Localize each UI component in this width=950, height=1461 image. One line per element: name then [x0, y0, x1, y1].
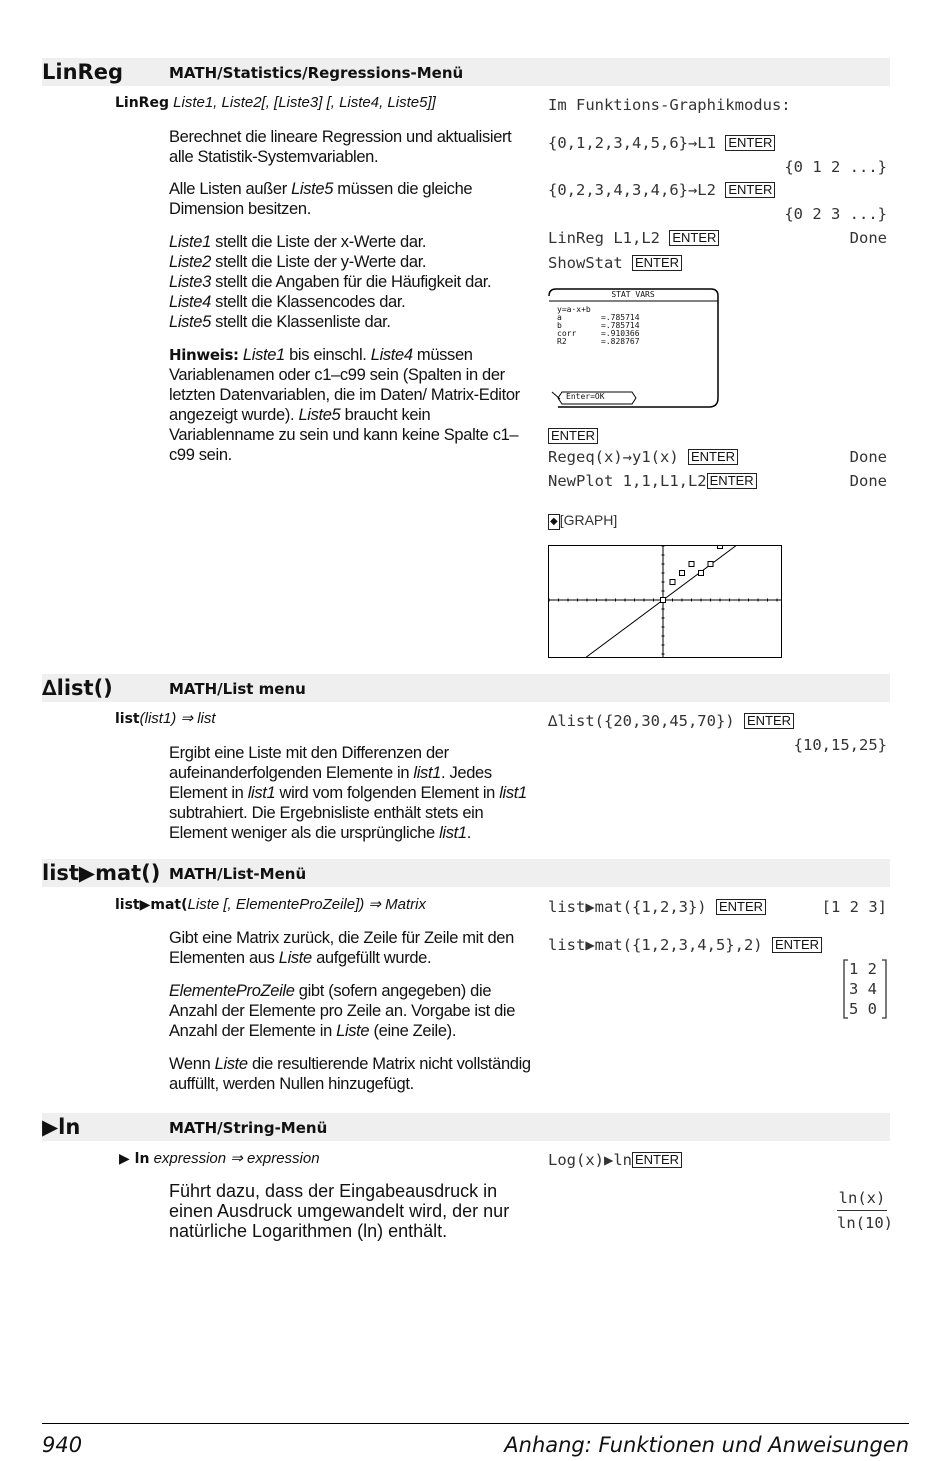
menu-path: MATH/String-Menü — [169, 1119, 328, 1137]
syntax-command: list — [115, 711, 140, 727]
section-header-ln — [42, 1113, 890, 1141]
example-line — [548, 512, 617, 530]
example-line: Regeq(x)→y1(x) ENTER — [548, 448, 738, 466]
function-name: ▶ln — [42, 1115, 81, 1139]
syntax-args: Liste [, ElementeProZeile]) ⇒ Matrix — [187, 896, 426, 913]
example-line: {0,2,3,4,3,4,6}→L2 ENTER — [548, 181, 775, 199]
stat-row: R2 =.828767 — [557, 337, 640, 346]
paragraph: Führt dazu, dass der Eingabeausdruck in einen Ausdruck umgewandelt wird, der nur natürliche Logarithmen (ln) enthält. — [169, 1181, 510, 1241]
syntax-line — [119, 1149, 320, 1169]
example-result: Done — [849, 448, 887, 466]
stat-row: b =.785714 — [557, 321, 640, 330]
data-point — [689, 562, 694, 567]
example-result: Done — [849, 472, 887, 490]
graph-screen — [548, 545, 782, 658]
menu-path: MATH/List-Menü — [169, 865, 307, 883]
example-line: ∆list({20,30,45,70}) ENTER — [548, 712, 794, 730]
footer-title: Anhang: Funktionen und Anweisungen — [504, 1433, 909, 1457]
paragraph: ElementeProZeile gibt (sofern angegeben) die Anzahl der Elemente pro Zeile an. Vorgabe ist die Anzahl der Elemente in Liste (eine Zeile). — [169, 982, 516, 1040]
section-header-linreg — [42, 58, 890, 86]
fraction-denominator: ln(10) — [837, 1214, 893, 1232]
example-result: [1 2 3] — [821, 898, 887, 916]
example-line: list▶mat({1,2,3,4,5},2) ENTER — [548, 936, 822, 954]
diamond-key: ◆ — [548, 514, 560, 530]
enter-key: ENTER — [725, 182, 775, 198]
stat-vars-title: STAT VARS — [611, 290, 655, 299]
stat-row: y=a·x+b — [557, 305, 591, 314]
example-line — [548, 427, 598, 445]
function-name: list▶mat() — [42, 861, 161, 885]
stat-vars-footer: Enter=OK — [566, 392, 605, 401]
matrix-row: 1 2 — [849, 960, 877, 978]
matrix-result — [842, 958, 888, 1020]
enter-key: ENTER — [669, 230, 719, 246]
matrix-row: 5 0 — [849, 1000, 877, 1018]
syntax-args: Liste1, Liste2[, [Liste3] [, Liste4, Liste5]] — [168, 94, 436, 111]
enter-key: ENTER — [632, 255, 682, 271]
example-line: list▶mat({1,2,3}) ENTER — [548, 898, 766, 916]
description-listmat — [169, 928, 539, 1094]
data-point — [718, 546, 723, 549]
description-ln — [169, 1181, 519, 1241]
page-number: 940 — [42, 1433, 83, 1457]
menu-path: MATH/Statistics/Regressions-Menü — [169, 64, 464, 82]
menu-path: MATH/List menu — [169, 680, 306, 698]
fraction-result — [837, 1188, 893, 1233]
paragraph: Wenn Liste die resultierende Matrix nicht vollständig auffüllt, werden Nullen hinzugefügt. — [169, 1055, 531, 1093]
enter-key: ENTER — [548, 428, 598, 444]
syntax-args: (list1) ⇒ list — [139, 710, 216, 727]
paragraph: Gibt eine Matrix zurück, die Zeile für Zeile mit den Elementen aus Liste aufgefüllt wurde. — [169, 929, 514, 967]
syntax-command: list▶mat( — [115, 897, 188, 913]
syntax-line — [115, 895, 426, 915]
enter-key: ENTER — [632, 1152, 682, 1168]
syntax-args: expression ⇒ expression — [149, 1150, 320, 1167]
fraction-numerator: ln(x) — [838, 1189, 886, 1207]
data-point — [661, 598, 666, 603]
stat-row: corr =.910366 — [557, 329, 640, 338]
section-header-dlist — [42, 674, 890, 702]
example-line: ShowStat ENTER — [548, 254, 682, 272]
enter-key: ENTER — [744, 713, 794, 729]
enter-key: ENTER — [707, 473, 757, 489]
syntax-command: LinReg — [115, 95, 169, 111]
graph-key: [GRAPH] — [559, 512, 618, 528]
paragraph: Liste1 stellt die Liste der x-Werte dar. — [169, 233, 427, 251]
example-line: NewPlot 1,1,L1,L2 ENTER — [548, 472, 757, 490]
stat-row: a =.785714 — [557, 313, 640, 322]
regression-plot — [549, 546, 781, 657]
data-point — [708, 562, 713, 567]
example-line: Log(x)▶ln ENTER — [548, 1151, 682, 1169]
fraction-bar — [837, 1210, 887, 1211]
matrix-row: 3 4 — [849, 980, 877, 998]
example-result: {10,15,25} — [793, 736, 887, 754]
data-point — [670, 580, 675, 585]
syntax-command: ▶ ln — [119, 1151, 150, 1167]
enter-key: ENTER — [772, 937, 822, 953]
footer-rule — [42, 1423, 909, 1424]
note: Hinweis: Liste1 bis einschl. Liste4 müssen Variablenamen oder c1–c99 sein (Spalten in der letzten Datenvariablen, die im Daten/ Matrix-Editor angezeigt wurde). Liste5 braucht kein Variablenname zu sein und kann keine Spalte c1–c99 sein. — [169, 346, 520, 464]
enter-key: ENTER — [716, 899, 766, 915]
data-point — [699, 571, 704, 576]
function-name: LinReg — [42, 60, 123, 84]
paragraph: Liste2 stellt die Liste der y-Werte dar. — [169, 253, 427, 271]
example-line: LinReg L1,L2 ENTER — [548, 229, 719, 247]
enter-key: ENTER — [688, 449, 738, 465]
description-dlist — [169, 743, 539, 843]
syntax-line — [115, 93, 436, 113]
enter-key: ENTER — [725, 135, 775, 151]
syntax-line — [115, 709, 216, 729]
example-result: {0 2 3 ...} — [784, 205, 887, 223]
stat-vars-table — [557, 306, 640, 346]
paragraph: Liste4 stellt die Klassencodes dar. — [169, 293, 406, 311]
example-line: {0,1,2,3,4,5,6}→L1 ENTER — [548, 134, 775, 152]
stat-vars-screen — [548, 288, 718, 406]
paragraph: Liste3 stellt die Angaben für die Häufigkeit dar. — [169, 273, 492, 291]
description-linreg — [169, 127, 539, 465]
section-header-listmat — [42, 859, 890, 887]
example-result: {0 1 2 ...} — [784, 158, 887, 176]
paragraph: Berechnet die lineare Regression und aktualisiert alle Statistik-Systemvariablen. — [169, 128, 512, 166]
function-name: ∆list() — [42, 676, 113, 700]
paragraph: Ergibt eine Liste mit den Differenzen der aufeinanderfolgenden Elemente in list1. Jedes Element in list1 wird vom folgenden Element in list1 subtrahiert. Die Ergebnisliste enthält stets ein Element weniger als die ursprüngliche list1. — [169, 744, 527, 842]
example-result: Done — [849, 229, 887, 247]
example-mode: Im Funktions-Graphikmodus: — [548, 96, 791, 114]
paragraph: Liste5 stellt die Klassenliste dar. — [169, 313, 391, 331]
data-point — [680, 571, 685, 576]
paragraph: Alle Listen außer Liste5 müssen die gleiche Dimension besitzen. — [169, 180, 473, 218]
